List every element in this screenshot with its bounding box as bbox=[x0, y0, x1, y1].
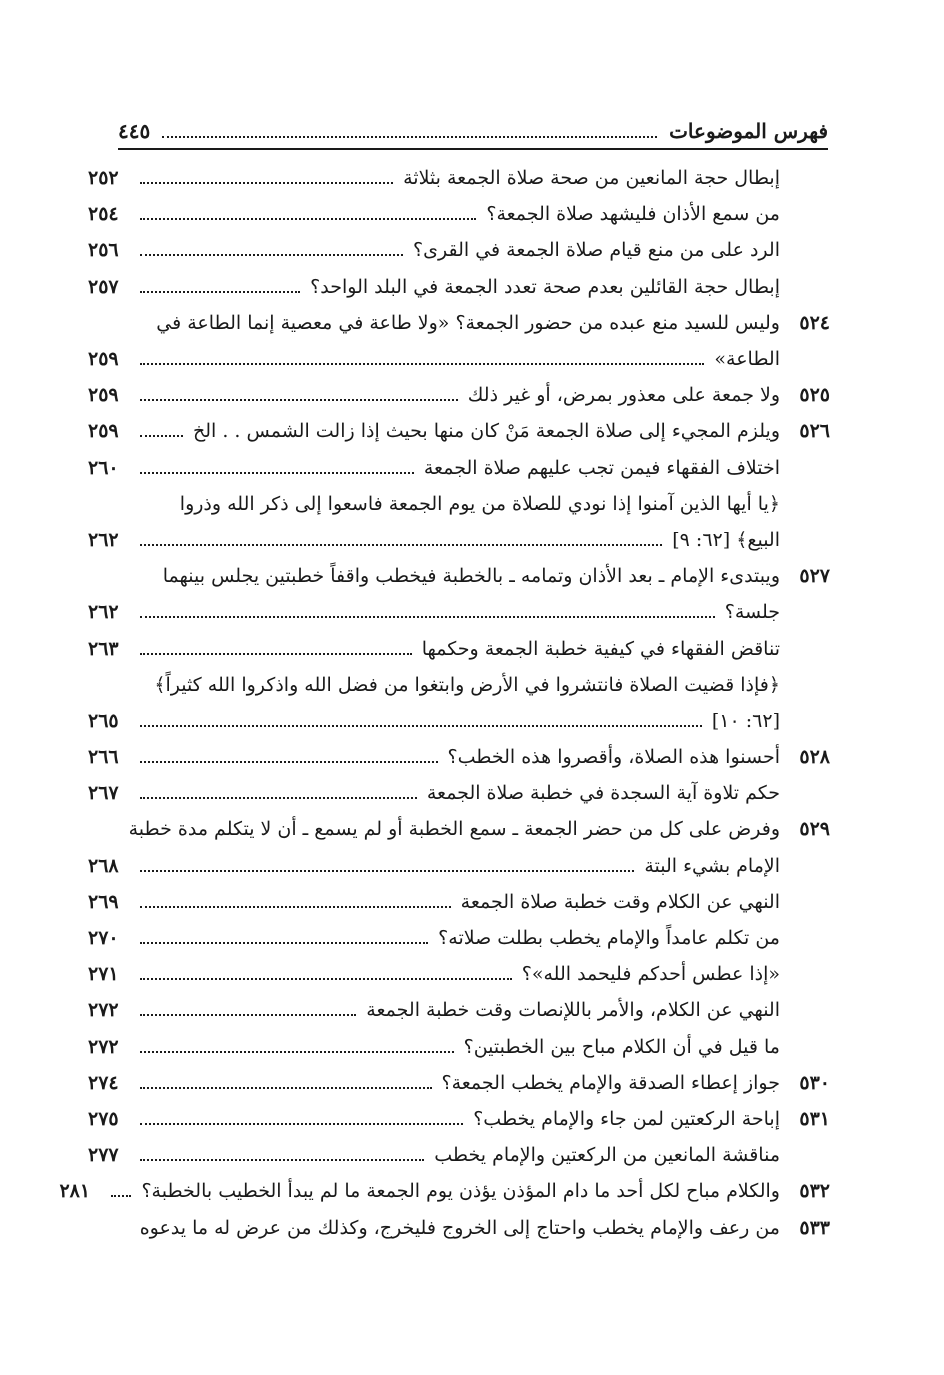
toc-entry bbox=[88, 920, 830, 956]
leader-dots bbox=[140, 1051, 454, 1053]
entry-page-number: ٢٥٩ bbox=[88, 384, 119, 407]
entry-number: ٥٢٥ bbox=[799, 384, 830, 407]
entry-title: الطاعة» bbox=[714, 348, 780, 371]
toc-entry bbox=[88, 1029, 830, 1065]
entry-page-number: ٢٧٥ bbox=[88, 1107, 119, 1130]
toc-entry bbox=[88, 341, 830, 377]
entry-title: ويبتدىء الإمام ـ بعد الأذان وتمامه ـ بالخطبة فيخطب واقفاً خطبتين يجلس بينهما bbox=[162, 565, 780, 588]
entry-page-number: ٢٦٢ bbox=[88, 601, 119, 624]
leader-dots bbox=[140, 725, 702, 727]
toc-entry bbox=[88, 522, 830, 558]
toc-entry bbox=[88, 884, 830, 920]
entry-title: جلسة؟ bbox=[724, 601, 780, 624]
entry-number: ٥٢٨ bbox=[799, 746, 830, 769]
leader-dots bbox=[140, 182, 393, 184]
entry-title: من رعف والإمام يخطب واحتاج إلى الخروج فليخرج، وكذلك من عرض له ما يدعوه bbox=[139, 1216, 780, 1239]
toc-entry bbox=[88, 594, 830, 630]
leader-dots bbox=[140, 1159, 424, 1161]
leader-dots bbox=[140, 616, 715, 618]
toc-entry bbox=[88, 486, 830, 522]
toc-entry bbox=[88, 1065, 830, 1101]
entry-page-number: ٢٦٦ bbox=[88, 746, 119, 769]
leader-dots bbox=[140, 399, 458, 401]
entry-title: النهي عن الكلام، والأمر باللإنصات وقت خطبة الجمعة bbox=[366, 999, 780, 1022]
entry-title: ﴿يا أيها الذين آمنوا إذا نودي للصلاة من يوم الجمعة فاسعوا إلى ذكر الله وذروا bbox=[179, 492, 780, 515]
toc-entry bbox=[88, 811, 830, 847]
toc-entry bbox=[88, 775, 830, 811]
toc-entry bbox=[88, 1209, 830, 1245]
toc-entry bbox=[88, 1137, 830, 1173]
toc-entry bbox=[88, 992, 830, 1028]
entry-title: ما قيل في أن الكلام مباح بين الخطبتين؟ bbox=[463, 1035, 780, 1058]
entry-title: إبطال حجة المانعين من صحة صلاة الجمعة بثلاثة bbox=[403, 167, 780, 190]
entry-title: مناقشة المانعين من الركعتين والإمام يخطب bbox=[434, 1144, 780, 1167]
leader-dots bbox=[140, 254, 403, 256]
entry-title: ويلزم المجيء إلى صلاة الجمعة مَنْ كان منها بحيث إذا زالت الشمس . . الخ bbox=[192, 420, 780, 443]
entry-number: ٥٢٤ bbox=[799, 311, 830, 334]
entry-title: اختلاف الفقهاء فيمن تجب عليهم صلاة الجمعة bbox=[423, 456, 780, 479]
leader-dots bbox=[111, 1195, 131, 1197]
entry-page-number: ٢٥٦ bbox=[88, 239, 119, 262]
entry-title: حكم تلاوة آية السجدة في خطبة صلاة الجمعة bbox=[426, 782, 780, 805]
leader-dots bbox=[140, 761, 438, 763]
entry-title: وليس للسيد منع عبده من حضور الجمعة؟ «ولا طاعة في معصية إنما الطاعة في bbox=[156, 311, 780, 334]
leader-dots bbox=[140, 1014, 356, 1016]
toc-entry bbox=[88, 558, 830, 594]
leader-dots bbox=[140, 942, 428, 944]
leader-dots bbox=[140, 1123, 463, 1125]
entry-title: تناقض الفقهاء في كيفية خطبة الجمعة وحكمها bbox=[421, 637, 780, 660]
entry-number: ٥٣٢ bbox=[799, 1180, 830, 1203]
entry-title: «إذا عطس أحدكم فليحمد الله»؟ bbox=[521, 963, 780, 986]
entry-page-number: ٢٧٢ bbox=[88, 1035, 119, 1058]
leader-dots bbox=[140, 906, 451, 908]
entry-title: جواز إعطاء الصدقة والإمام يخطب الجمعة؟ bbox=[441, 1071, 780, 1094]
entry-title: من تكلم عامداً والإمام يخطب بطلت صلاته؟ bbox=[438, 927, 780, 950]
toc-entry bbox=[88, 739, 830, 775]
entry-number: ٥٢٦ bbox=[799, 420, 830, 443]
entry-title: أحسنوا هذه الصلاة، وأقصروا هذه الخطب؟ bbox=[447, 746, 780, 769]
entry-page-number: ٢٥٤ bbox=[88, 203, 119, 226]
leader-dots bbox=[140, 544, 662, 546]
toc-entry bbox=[88, 232, 830, 268]
entry-page-number: ٢٥٢ bbox=[88, 167, 119, 190]
toc-entry bbox=[88, 667, 830, 703]
entry-title: النهي عن الكلام وقت خطبة صلاة الجمعة bbox=[460, 890, 780, 913]
toc-entry bbox=[88, 848, 830, 884]
entry-page-number: ٢٧٧ bbox=[88, 1144, 119, 1167]
entry-page-number: ٢٦٢ bbox=[88, 528, 119, 551]
entry-title: الرد على من منع قيام صلاة الجمعة في القرى؟ bbox=[413, 239, 780, 262]
toc-entry bbox=[88, 196, 830, 232]
header-page-number: ٤٤٥ bbox=[118, 119, 151, 143]
entry-number: ٥٣٠ bbox=[799, 1071, 830, 1094]
toc-entry bbox=[88, 1101, 830, 1137]
toc-entry bbox=[88, 269, 830, 305]
leader-dots bbox=[140, 978, 512, 980]
entry-title: ﴿فإذا قضيت الصلاة فانتشروا في الأرض وابتغوا من فضل الله واذكروا الله كثيراً﴾ bbox=[154, 673, 780, 696]
toc-entry bbox=[88, 413, 830, 449]
toc-entry bbox=[88, 450, 830, 486]
entry-number: ٥٣١ bbox=[799, 1107, 830, 1130]
entry-title: من سمع الأذان فليشهد صلاة الجمعة؟ bbox=[486, 203, 780, 226]
entry-page-number: ٢٧٢ bbox=[88, 999, 119, 1022]
entry-title: وفرض على كل من حضر الجمعة ـ سمع الخطبة أو لم يسمع ـ أن لا يتكلم مدة خطبة bbox=[128, 818, 780, 841]
leader-dots bbox=[140, 435, 183, 437]
entry-title: إبطال حجة القائلين بعدم صحة تعدد الجمعة في البلد الواحد؟ bbox=[310, 275, 780, 298]
toc-entry bbox=[88, 377, 830, 413]
entry-page-number: ٢٧٤ bbox=[88, 1071, 119, 1094]
entry-page-number: ٢٥٩ bbox=[88, 348, 119, 371]
entry-page-number: ٢٦٨ bbox=[88, 854, 119, 877]
entry-page-number: ٢٨١ bbox=[59, 1180, 91, 1203]
entry-number: ٥٣٣ bbox=[799, 1216, 830, 1239]
table-of-contents bbox=[59, 160, 830, 1246]
entry-page-number: ٢٦٩ bbox=[88, 890, 119, 913]
toc-entry bbox=[88, 956, 830, 992]
entry-page-number: ٢٧١ bbox=[88, 963, 119, 986]
entry-page-number: ٢٧٠ bbox=[88, 927, 119, 950]
entry-page-number: ٢٥٧ bbox=[88, 275, 119, 298]
leader-dots bbox=[140, 1087, 432, 1089]
leader-dots bbox=[140, 653, 412, 655]
entry-title: [٦٢: ١٠] bbox=[711, 709, 780, 732]
entry-page-number: ٢٦٣ bbox=[88, 637, 119, 660]
entry-number: ٥٢٩ bbox=[799, 818, 830, 841]
toc-entry bbox=[88, 305, 830, 341]
entry-number: ٥٢٧ bbox=[799, 565, 830, 588]
entry-title: البيع﴾ [٦٢: ٩] bbox=[672, 528, 780, 551]
toc-entry bbox=[88, 703, 830, 739]
entry-title: ولا جمعة على معذور بمرض، أو غير ذلك bbox=[467, 384, 780, 407]
leader-dots bbox=[140, 870, 634, 872]
leader-dots bbox=[140, 797, 417, 799]
leader-dots bbox=[140, 472, 414, 474]
entry-title: والكلام مباح لكل أحد ما دام المؤذن يؤذن يوم الجمعة ما لم يبدأ الخطيب بالخطبة؟ bbox=[141, 1180, 780, 1203]
entry-title: إباحة الركعتين لمن جاء والإمام يخطب؟ bbox=[473, 1107, 780, 1130]
page-header bbox=[118, 114, 828, 150]
entry-page-number: ٢٦٧ bbox=[88, 782, 119, 805]
entry-page-number: ٢٥٩ bbox=[88, 420, 119, 443]
toc-entry bbox=[88, 630, 830, 666]
entry-page-number: ٢٦٥ bbox=[88, 709, 119, 732]
entry-page-number: ٢٦٠ bbox=[88, 456, 119, 479]
header-title: فهرس الموضوعات bbox=[669, 119, 828, 143]
leader-dots bbox=[140, 363, 704, 365]
leader-dots bbox=[140, 291, 300, 293]
entry-title: الإمام بشيء البتة bbox=[644, 854, 780, 877]
leader-dots bbox=[140, 218, 476, 220]
toc-entry bbox=[88, 160, 830, 196]
header-leader-dots bbox=[162, 136, 657, 138]
toc-entry bbox=[59, 1173, 830, 1209]
